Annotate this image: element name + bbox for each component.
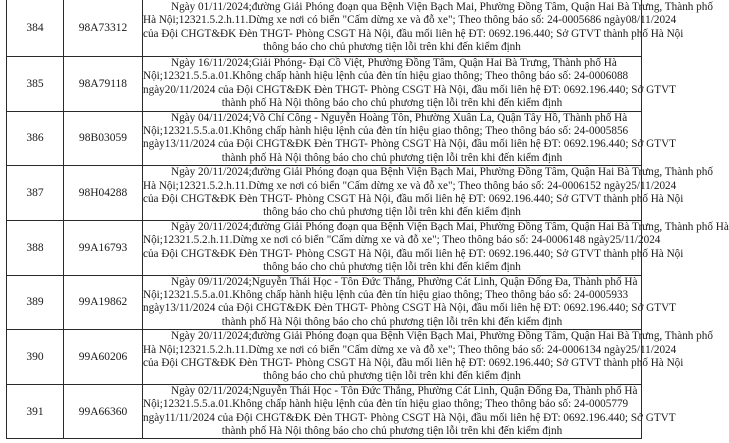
violation-text-line: thành phố Hà Nội thông báo cho chủ phương tiện lỗi trên khi đến kiểm định [221, 97, 563, 110]
violation-text-line: Ngày 20/11/2024;đường Giải Phóng đoạn qua Bệnh Viện Bạch Mai, Phường Đồng Tâm, Quận Hai Bà Trưng, Thành phố Hà [171, 220, 729, 233]
violation-text-line: Ngày 02/11/2024;Nguyễn Thái Học - Tôn Đức Thắng, Phường Cát Linh, Quận Đống Đa, Thành phố Hà [171, 384, 638, 397]
violation-text-line: ngày11/11/2024 của Đội CHGT&ĐK Đèn THGT- Phòng CSGT Hà Nội, đầu mối liên hệ ĐT: 0692.196.440; Sở GTVT [143, 411, 676, 424]
violation-text-line: thông báo cho chủ phương tiện lỗi trên khi đến kiểm định [263, 261, 521, 274]
table-row [7, 384, 642, 439]
violation-text-line: Ngày 20/11/2024;đường Giải Phóng đoạn qua Bệnh Viện Bạch Mai, Phường Đồng Tâm, Quận Hai Bà Trưng, Thành phố [171, 330, 713, 343]
license-plate-cell: 99A66360 [64, 384, 143, 439]
violation-text-line: của Đội CHGT&ĐK Đèn THGT- Phòng CSGT Hà Nội, đầu mối liên hệ ĐT: 0692.196.440; Sở GTVT thành phố Hà Nội [143, 247, 684, 260]
violation-text-line: Nội;12321.5.5.a.01.Không chấp hành hiệu lệnh của đèn tín hiệu giao thông; Theo thông báo số: 24-0005856 [143, 125, 629, 138]
violation-text-line: ngày13/11/2024 của Đội CHGT&ĐK Đèn THGT- Phòng CSGT Hà Nội, đầu mối liên hệ ĐT: 0692.196.440; Sở GTVT [143, 138, 676, 151]
violation-text-line: Ngày 01/11/2024;đường Giải Phóng đoạn qua Bệnh Viện Bạch Mai, Phường Đồng Tâm, Quận Hai Bà Trưng, Thành phố [171, 0, 713, 13]
violation-text-line: thông báo cho chủ phương tiện lỗi trên khi đến kiểm định [263, 40, 521, 53]
license-plate-cell: 99A16793 [64, 220, 143, 275]
violation-content-cell [143, 275, 676, 330]
violation-text-line: Ngày 20/11/2024;đường Giải Phóng đoạn qua Bệnh Viện Bạch Mai, Phường Đồng Tâm, Quận Hai Bà Trưng, Thành phố [171, 166, 713, 179]
violation-text-line: thành phố Hà Nội thông báo cho chủ phương tiện lỗi trên khi đến kiểm định [221, 151, 563, 164]
table-row [7, 111, 642, 166]
violation-content-cell [143, 111, 676, 166]
violation-text-line: thành phố Hà Nội thông báo cho chủ phương tiện lỗi trên khi đến kiểm định [221, 424, 563, 437]
row-number-cell: 385 [7, 57, 64, 112]
violations-table [6, 0, 729, 439]
violations-table-body [7, 0, 729, 439]
violation-content-cell [143, 166, 713, 221]
violation-text-line: Ngày 04/11/2024;Võ Chí Công - Nguyễn Hoàng Tôn, Phường Xuân La, Quận Tây Hồ, Thành phố Hà [171, 111, 628, 124]
row-number-cell: 387 [7, 166, 64, 221]
table-row [7, 57, 642, 112]
license-plate-cell: 98A79118 [64, 57, 143, 112]
violation-content-cell [143, 57, 676, 112]
violation-text-line: Ngày 16/11/2024;Giải Phóng- Đại Cồ Việt, Phường Đồng Tâm, Quận Hai Bà Trưng, Thành phố Hà [171, 57, 617, 69]
row-number-cell: 386 [7, 111, 64, 166]
violation-text-line: Hà Nội;12321.5.2.h.11.Dừng xe nơi có biển "Cấm dừng xe và đỗ xe"; Theo thông báo số: 24-0005686 ngày08/11/2024 [143, 14, 677, 27]
row-number-cell: 391 [7, 384, 64, 439]
violation-text-line: thông báo cho chủ phương tiện lỗi trên khi đến kiểm định [263, 370, 521, 383]
license-plate-cell: 98B03059 [64, 111, 143, 166]
row-number-cell: 388 [7, 220, 64, 275]
row-number-cell: 390 [7, 330, 64, 385]
violation-text-line: của Đội CHGT&ĐK Đèn THGT- Phòng CSGT Hà Nội, đầu mối liên hệ ĐT: 0692.196.440; Sở GTVT thành phố Hà Nội [143, 356, 684, 369]
violation-text-line: ngày13/11/2024 của Đội CHGT&ĐK Đèn THGT- Phòng CSGT Hà Nội, đầu mối liên hệ ĐT: 0692.196.440; Sở GTVT [143, 302, 676, 315]
row-number-cell: 389 [7, 275, 64, 330]
license-plate-cell: 99A19862 [64, 275, 143, 330]
violation-content-cell [143, 0, 713, 57]
violation-content-cell [143, 220, 729, 275]
violation-text-line: thành phố Hà Nội thông báo cho chủ phương tiện lỗi trên khi đến kiểm định [221, 315, 563, 328]
violation-text-line: Hà Nội;12321.5.2.h.11.Dừng xe nơi có biển "Cấm dừng xe và đỗ xe"; Theo thông báo số: 24-0006134 ngày25/11/2024 [143, 343, 677, 356]
violation-text-line: thông báo cho chủ phương tiện lỗi trên khi đến kiểm định [263, 206, 521, 219]
table-row [7, 220, 642, 275]
table-row [7, 330, 642, 385]
violation-text-line: Hà Nội;12321.5.2.h.11.Dừng xe nơi có biển "Cấm dừng xe và đỗ xe"; Theo thông báo số: 24-0006152 ngày25/11/2024 [143, 179, 677, 192]
violation-text-line: Nội;12321.5.2.h.11.Dừng xe nơi có biển "Cấm dừng xe và đỗ xe"; Theo thông báo số: 24-0006148 ngày25/11/2024 [143, 234, 661, 247]
row-number-cell: 384 [7, 0, 64, 57]
violation-text-line: Nội;12321.5.5.a.01.Không chấp hành hiệu lệnh của đèn tín hiệu giao thông; Theo thông báo số: 24-0006088 [143, 70, 629, 83]
table-row [7, 166, 642, 221]
license-plate-cell: 98H04288 [64, 166, 143, 221]
license-plate-cell: 98A73312 [64, 0, 143, 57]
violation-text-line: Nội;12321.5.5.a.01.Không chấp hành hiệu lệnh của đèn tín hiệu giao thông; Theo thông báo số: 24-0005933 [143, 288, 629, 301]
table-row [7, 0, 642, 57]
violation-text-line: của Đội CHGT&ĐK Đèn THGT- Phòng CSGT Hà Nội, đầu mối liên hệ ĐT: 0692.196.440; Sở GTVT thành phố Hà Nội [143, 27, 684, 40]
violation-text-line: của Đội CHGT&ĐK Đèn THGT- Phòng CSGT Hà Nội, đầu mối liên hệ ĐT: 0692.196.440; Sở GTVT thành phố Hà Nội [143, 193, 684, 206]
violation-text-line: Ngày 09/11/2024;Nguyễn Thái Học - Tôn Đức Thắng, Phường Cát Linh, Quận Đống Đa, Thành phố Hà [171, 275, 638, 288]
violation-text-line: Nội;12321.5.5.a.01.Không chấp hành hiệu lệnh của đèn tín hiệu giao thông; Theo thông báo số: 24-0005779 [143, 398, 629, 411]
violation-content-cell [143, 384, 676, 439]
violation-content-cell [143, 330, 713, 385]
violation-text-line: ngày20/11/2024 của Đội CHGT&ĐK Đèn THGT- Phòng CSGT Hà Nội, đầu mối liên hệ ĐT: 0692.196.440; Sở GTVT [143, 83, 676, 96]
table-row [7, 275, 642, 330]
license-plate-cell: 99A60206 [64, 330, 143, 385]
